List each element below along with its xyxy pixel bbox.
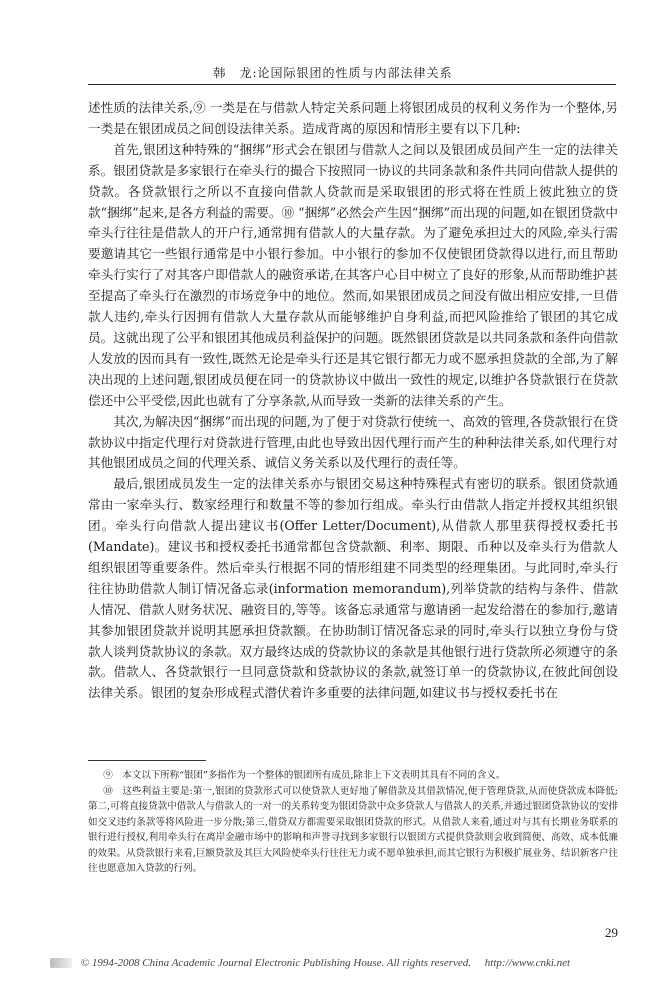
running-header bbox=[0, 64, 666, 81]
header-rule bbox=[88, 84, 616, 85]
footnotes bbox=[88, 768, 618, 877]
footnote-rule bbox=[88, 760, 206, 761]
copyright-text: © 1994-2008 China Academic Journal Electronic Publishing House. All rights reserved. bbox=[80, 957, 472, 969]
footnote: ⑨ 本文以下所称“银团”多指作为一个整体的银团所有成员,除非上下文表明其具有不同的含义。 bbox=[103, 770, 506, 781]
footnote: ⑩ 这些利益主要是:第一,银团的贷款形式可以使贷款人更好地了解借款及其借款情况,便于管理贷款,从而使贷款成本降低;第二,可将直接贷款中借款人与借款人的一对一的关系转变为银团贷款中众多贷款人与借款人的关系,并通过银团贷款协议的安排如交叉违约条款等将风险进一步分散;第三,借贷双方都需要采取银团贷款的形式。从借款人来看,通过对与其有长期业务联系的银行进行授权,利用牵头行在离岸金融市场中的影响和声誉寻找到多家银行以银团方式提供贷款则会收到简便、高效、成本低廉的效果。从贷款银行来看,巨额贷款及其巨大风险使牵头行往往无力或不愿单独承担,而其它银行为积极扩展业务、结识新客户往往也愿意加入贷款的行列。 bbox=[88, 785, 618, 874]
page-number: 29 bbox=[605, 925, 618, 940]
body-paragraph: 最后,银团成员发生一定的法律关系亦与银团交易这种特殊程式有密切的联系。银团贷款通常由一家牵头行、数家经理行和数量不等的参加行组成。牵头行由借款人指定并授权其组织银团。牵头行向借款人提出建议书(Offer Letter/Document),从借款人那里获得授权委托书(Mandate)。建议书和授权委托书通常都包含贷款额、利率、期限、币种以及牵头行为借款人组织银团等重要条件。然后牵头行根据不同的情形组建不同类型的经理集团。与此同时,牵头行往往协助借款人制订情况备忘录(information memorandum),列举贷款的结构与条件、借款人情况、借款人财务状况、融资目的,等等。该备忘录通常与邀请函一起发给潜在的参加行,邀请其参加银团贷款并说明其愿承担贷款额。在协助制订情况备忘录的同时,牵头行以独立身份与贷款人谈判贷款协议的条款。双方最终达成的贷款协议的条款是其他银行进行贷款所必须遵守的条款。借款人、各贷款银行一旦同意贷款和贷款协议的条款,就签订单一的贷款协议,在彼此间创设法律关系。银团的复杂形成程式潜伏着许多重要的法律问题,如建议书与授权委托书在 bbox=[88, 476, 618, 701]
running-header-title: 韩 龙:论国际银团的性质与内部法律关系 bbox=[213, 66, 453, 80]
publisher-footer bbox=[50, 957, 630, 969]
body-paragraph: 首先,银团这种特殊的“捆绑”形式会在银团与借款人之间以及银团成员间产生一定的法律关系。银团贷款是多家银行在牵头行的撮合下按照同一协议的共同条款和条件共同向借款人提供的贷款。各贷款银行之所以不直接向借款人贷款而是采取银团的形式将在性质上彼此独立的贷款“捆绑”起来,是各方利益的需要。⑩ “捆绑”必然会产生因“捆绑”而出现的问题,如在银团贷款中牵头行往往是借款人的开户行,通常拥有借款人的大量存款。为了避免承担过大的风险,牵头行需要邀请其它一些银行通常是中小银行参加。中小银行的参加不仅使银团贷款得以进行,而且帮助牵头行实行了对其客户即借款人的融资承诺,在其客户心目中树立了良好的形象,从而帮助维护甚至提高了牵头行在激烈的市场竞争中的地位。然而,如果银团成员之间没有做出相应安排,一旦借款人违约,牵头行因拥有借款人大量存款从而能够维护自身利益,而把风险推给了银团的其它成员。这就出现了公平和银团其他成员利益保护的问题。既然银团贷款是以共同条款和条件向借款人发放的因而具有一致性,既然无论是牵头行还是其它银行都无力或不愿承担贷款的全部,为了解决出现的上述问题,银团成员便在同一的贷款协议中做出一致性的规定,以维护各贷款银行在贷款偿还中公平受偿,因此也就有了分享条款,从而导致一类新的法律关系的产生。 bbox=[88, 141, 618, 408]
body-paragraph: 其次,为解决因“捆绑”而出现的问题,为了便于对贷款行使统一、高效的管理,各贷款银行在贷款协议中指定代理行对贷款进行管理,由此也导致出因代理行而产生的种种法律关系,如代理行对其他银团成员之间的代理关系、诚信义务关系以及代理行的责任等。 bbox=[88, 413, 618, 471]
footer-url[interactable]: http://www.cnki.net bbox=[484, 957, 571, 969]
article-body bbox=[88, 98, 618, 704]
body-paragraph: 述性质的法律关系,⑨ 一类是在与借款人特定关系问题上将银团成员的权利义务作为一个整体,另一类是在银团成员之间创设法律关系。造成背离的原因和情形主要有以下几种: bbox=[88, 100, 618, 136]
publisher-logo-icon bbox=[50, 958, 72, 968]
